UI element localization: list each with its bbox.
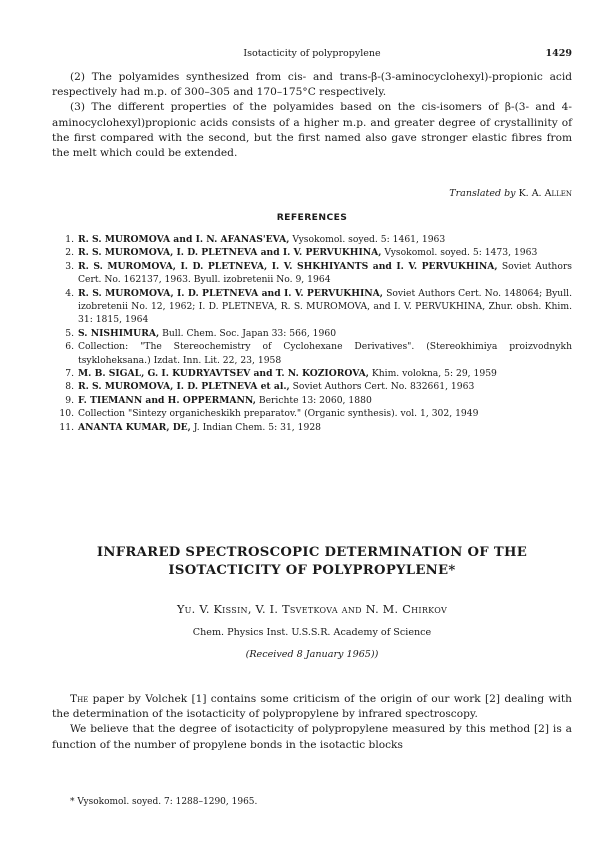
reference-source: Vysokomol. soyed. 5: 1473, 1963 (381, 247, 538, 259)
reference-authors: S. NISHIMURA, (78, 327, 160, 339)
reference-item (40, 327, 572, 340)
article-title-line-1: INFRARED SPECTROSCOPIC DETERMINATION OF THE (96, 545, 528, 560)
reference-source: Berichte 13: 2060, 1880 (255, 394, 372, 406)
translator-name: K. A. Allen (518, 188, 572, 199)
reference-number: 6. (65, 341, 74, 353)
reference-item (40, 421, 572, 434)
reference-number: 11. (59, 421, 74, 433)
reference-authors: F. TIEMANN and H. OPPERMANN, (78, 394, 256, 406)
article-body (52, 692, 572, 753)
article-title-line-2: ISOTACTICITY OF POLYPROPYLENE* (168, 563, 456, 578)
reference-item (40, 380, 572, 393)
reference-item (40, 340, 572, 367)
reference-source: Khim. volokna, 5: 29, 1959 (368, 368, 497, 380)
reference-item (40, 367, 572, 380)
reference-number: 7. (65, 368, 74, 380)
conclusion-paragraph-2: (2) The polyamides synthesized from cis- and trans-β-(3-aminocyclohexyl)-propionic acid respectively had m.p. of 300–305 and 170–175°C respectively. (52, 71, 572, 99)
reference-source: Soviet Authors Cert. No. 148064; Byull. izobretenii No. 12, 1962; I. D. PLETNEVA, R. S. MUROMOVA, and I. V. PERVUKHINA, Zhur. obsh. Khim. 31: 1815, 1964 (78, 287, 572, 326)
translator-prefix: Translated by (449, 188, 516, 199)
received-date (52, 649, 572, 660)
page-number: 1429 (545, 48, 572, 59)
translator-credit (449, 188, 572, 199)
references-list (40, 233, 572, 434)
reference-source: Vysokomol. soyed. 5: 1461, 1963 (289, 234, 446, 245)
article-affiliation: Chem. Physics Inst. U.S.S.R. Academy of Science (192, 627, 432, 638)
reference-item (40, 246, 572, 259)
reference-number: 10. (59, 408, 74, 420)
body-paragraph-1 (52, 692, 572, 722)
reference-item (40, 260, 572, 287)
reference-source: Collection "Sintezy organicheskikh preparatov." (Organic synthesis). vol. 1, 302, 1949 (78, 408, 479, 420)
reference-number: 4. (65, 287, 74, 299)
reference-item (40, 394, 572, 407)
reference-authors: R. S. MUROMOVA and I. N. AFANAS'EVA, (78, 234, 290, 245)
reference-authors: R. S. MUROMOVA, I. D. PLETNEVA et al., (78, 381, 290, 393)
reference-number: 9. (65, 394, 74, 406)
reference-source: Collection: "The Stereochemistry of Cyclohexane Derivatives". (Stereokhimiya proizvodnykh tsykloheksana.) Izdat. Inn. Lit. 22, 23, 1958 (78, 341, 572, 366)
reference-item (40, 233, 572, 246)
reference-item (40, 287, 572, 327)
body-paragraph-1-text: paper by Volchek [1] contains some criticism of the origin of our work [2] dealing with the determination of the isotacticity of polypropylene by infrared spectroscopy. (52, 693, 572, 721)
reference-authors: R. S. MUROMOVA, I. D. PLETNEVA, I. V. SHKHIYANTS and I. V. PERVUKHINA, (78, 260, 498, 272)
reference-number: 5. (65, 327, 74, 339)
reference-authors: R. S. MUROMOVA, I. D. PLETNEVA and I. V. PERVUKHINA, (78, 287, 383, 299)
reference-number: 1. (65, 234, 74, 245)
reference-authors: M. B. SIGAL, G. I. KUDRYAVTSEV and T. N. KOZIOROVA, (78, 368, 369, 380)
references-heading: REFERENCES (276, 212, 348, 223)
reference-source: Soviet Authors Cert. No. 162137, 1963. Byull. izobretenii No. 9, 1964 (78, 260, 572, 286)
lead-word: The (70, 693, 89, 705)
article-title (52, 544, 572, 580)
running-head-title: Isotacticity of polypropylene (243, 48, 381, 59)
reference-number: 3. (65, 260, 74, 272)
running-head (52, 48, 572, 62)
reference-authors: R. S. MUROMOVA, I. D. PLETNEVA and I. V. PERVUKHINA, (78, 247, 382, 259)
received-date-text: (Received 8 January 1965)) (245, 649, 379, 660)
reference-item (40, 407, 572, 420)
conclusion-paragraph-3: (3) The different properties of the polyamides based on the cis-isomers of β-(3- and 4-aminocyclohexyl)propionic acids consists of a higher m.p. and greater degree of crystallinity of the first compared with the second, but the first named also gave stronger elastic fibres from the melt which could be extended. (52, 101, 572, 160)
reference-source: J. Indian Chem. 5: 31, 1928 (190, 421, 322, 433)
reference-number: 2. (65, 247, 74, 259)
body-paragraph-2: We believe that the degree of isotacticity of polypropylene measured by this method [2] is a function of the number of propylene bonds in the isotactic blocks (52, 723, 572, 751)
previous-article-conclusions (52, 70, 572, 161)
reference-source: Bull. Chem. Soc. Japan 33: 566, 1960 (159, 327, 337, 339)
footnote: * Vysokomol. soyed. 7: 1288–1290, 1965. (70, 797, 258, 807)
reference-source: Soviet Authors Cert. No. 832661, 1963 (289, 381, 475, 393)
reference-number: 8. (65, 381, 74, 393)
article-authors: Yu. V. Kissin, V. I. Tsvetkova and N. M. Chirkov (176, 603, 448, 616)
reference-authors: ANANTA KUMAR, DE, (78, 421, 191, 433)
